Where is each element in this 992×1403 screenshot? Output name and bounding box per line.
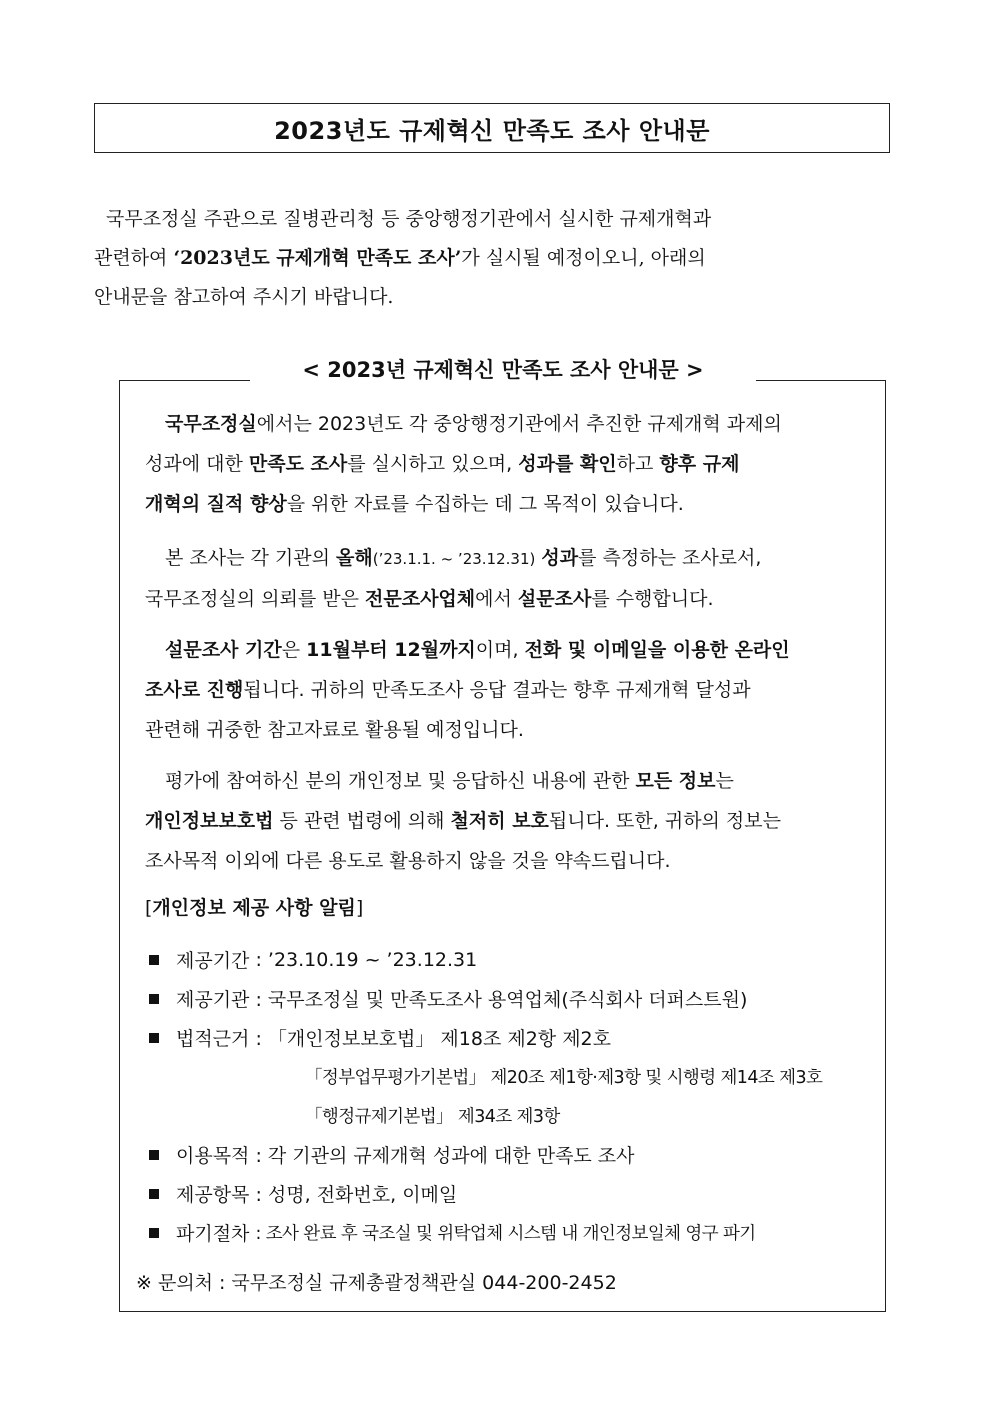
item-label: 파기절차 [176, 1223, 250, 1245]
item-value: 「행정규제기본법」 제34조 제3항 [305, 1107, 560, 1127]
text: 에서 [475, 588, 518, 610]
bracket: ] [355, 897, 364, 919]
bold-text: 11월부터 12월까지 [306, 639, 476, 661]
bold-text: 모든 정보 [635, 770, 716, 792]
notice-list [145, 940, 885, 1252]
text: 됩니다. 귀하의 만족도조사 응답 결과는 향후 규제개혁 달성과 [243, 679, 751, 701]
intro-line-1: 국무조정실 주관으로 질병관리청 등 중앙행정기관에서 실시한 규제개혁과 [106, 208, 712, 230]
scope-paragraph [145, 538, 885, 619]
intro-paragraph [94, 200, 894, 317]
privacy-line-2 [145, 801, 885, 841]
bold-text: 만족도 조사 [248, 453, 348, 475]
bracket: [ [145, 897, 153, 919]
bold-text: 개혁의 질적 향상 [145, 493, 287, 515]
document-title-box [94, 103, 890, 153]
text: 등 관련 법령에 의해 [273, 810, 451, 832]
intro-line-3: 안내문을 참고하여 주시기 바랍니다. [94, 286, 394, 308]
notice-heading-text: 개인정보 제공 사항 알림 [152, 897, 356, 919]
bold-text: 전화 및 이메일을 이용한 온라인 [524, 639, 790, 661]
bold-text: 설문조사 [517, 588, 592, 610]
bold-text: 조사로 진행 [145, 679, 244, 701]
item-label: 제공기간 [176, 950, 250, 972]
bold-text: 올해 [336, 547, 373, 569]
privacy-line-1 [145, 761, 885, 801]
notice-heading [145, 893, 363, 920]
text: 는 [715, 770, 734, 792]
text: 됩니다. 또한, 귀하의 정보는 [548, 810, 781, 832]
intro-line-2 [94, 239, 894, 278]
text: 은 [281, 639, 307, 661]
purpose-line-3 [145, 484, 885, 524]
item-label: 이용목적 [176, 1145, 250, 1167]
item-value: : 각 기관의 규제개혁 성과에 대한 만족도 조사 [255, 1145, 635, 1167]
list-item [145, 979, 885, 1018]
item-label: 제공기관 [176, 989, 250, 1011]
scope-line-1 [145, 538, 885, 579]
square-bullet-icon [149, 1189, 159, 1199]
contact-info: ※ 문의처 : 국무조정실 규제총괄정책관실 044-200-2452 [136, 1272, 617, 1294]
item-label: 제공항목 [176, 1184, 250, 1206]
list-item [145, 940, 885, 979]
document-title: 2023년도 규제혁신 만족도 조사 안내문 [274, 116, 710, 145]
list-item [145, 1135, 885, 1174]
square-bullet-icon [149, 1228, 159, 1238]
notice-box-title [250, 352, 756, 386]
text: 하고 [616, 453, 660, 475]
bold-text: 향후 규제 [659, 453, 740, 475]
bold-text: 성과를 확인 [518, 453, 617, 475]
period-paragraph [145, 630, 885, 750]
item-value: : ’23.10.19 ~ ’23.12.31 [255, 948, 478, 971]
list-item-continuation [145, 1057, 885, 1096]
period-line-2 [145, 670, 885, 710]
list-item [145, 1213, 885, 1252]
item-value: 「정부업무평가기본법」 제20조 제1항·제3항 및 시행령 제14조 제3호 [305, 1068, 823, 1088]
purpose-line-2 [145, 444, 885, 484]
text: 성과에 대한 [145, 453, 249, 475]
item-value: : 「개인정보보호법」 제18조 제2항 제2호 [255, 1028, 611, 1050]
list-item [145, 1174, 885, 1213]
text: 본 조사는 각 기관의 [165, 547, 336, 569]
item-value: : 국무조정실 및 만족도조사 용역업체(주식회사 더퍼스트원) [255, 989, 748, 1011]
bold-text: 성과 [541, 547, 579, 569]
bold-text: 개인정보보호법 [145, 810, 274, 832]
period-text: (’23.1.1. ~ ’23.12.31) [372, 550, 536, 568]
item-value: : 성명, 전화번호, 이메일 [255, 1184, 458, 1206]
text: 평가에 참여하신 분의 개인정보 및 응답하신 내용에 관한 [165, 770, 636, 792]
privacy-line-3: 조사목적 이외에 다른 용도로 활용하지 않을 것을 약속드립니다. [145, 850, 671, 872]
bold-text: 국무조정실 [165, 413, 257, 435]
privacy-paragraph [145, 761, 885, 881]
text: 에서는 2023년도 각 중앙행정기관에서 추진한 규제개혁 과제의 [256, 413, 782, 435]
item-value: : 조사 완료 후 국조실 및 위탁업체 시스템 내 개인정보일체 영구 파기 [255, 1224, 756, 1244]
bold-text: 설문조사 기간 [165, 639, 282, 661]
notice-box-title-text: < 2023년 규제혁신 만족도 조사 안내문 > [302, 358, 704, 382]
item-label: 법적근거 [176, 1028, 250, 1050]
bold-text: 철저히 보호 [450, 810, 549, 832]
square-bullet-icon [149, 994, 159, 1004]
square-bullet-icon [149, 1150, 159, 1160]
list-item-continuation [145, 1096, 885, 1135]
intro-text: 가 실시될 예정이오니, 아래의 [461, 247, 706, 269]
scope-line-2 [145, 579, 885, 619]
purpose-line-1 [145, 404, 885, 444]
intro-survey-name: ‘2023년도 규제개혁 만족도 조사’ [173, 247, 462, 269]
text: 국무조정실의 의뢰를 받은 [145, 588, 366, 610]
purpose-paragraph [145, 404, 885, 524]
square-bullet-icon [149, 955, 159, 965]
text: 를 측정하는 조사로서, [578, 547, 762, 569]
text: 를 수행합니다. [591, 588, 714, 610]
text: 을 위한 자료를 수집하는 데 그 목적이 있습니다. [286, 493, 684, 515]
bold-text: 전문조사업체 [365, 588, 476, 610]
square-bullet-icon [149, 1033, 159, 1043]
list-item [145, 1018, 885, 1057]
text: 이며, [475, 639, 525, 661]
period-line-3: 관련해 귀중한 참고자료로 활용될 예정입니다. [145, 719, 524, 741]
text: 를 실시하고 있으며, [347, 453, 519, 475]
period-line-1 [145, 630, 885, 670]
intro-text: 관련하여 [94, 247, 174, 269]
